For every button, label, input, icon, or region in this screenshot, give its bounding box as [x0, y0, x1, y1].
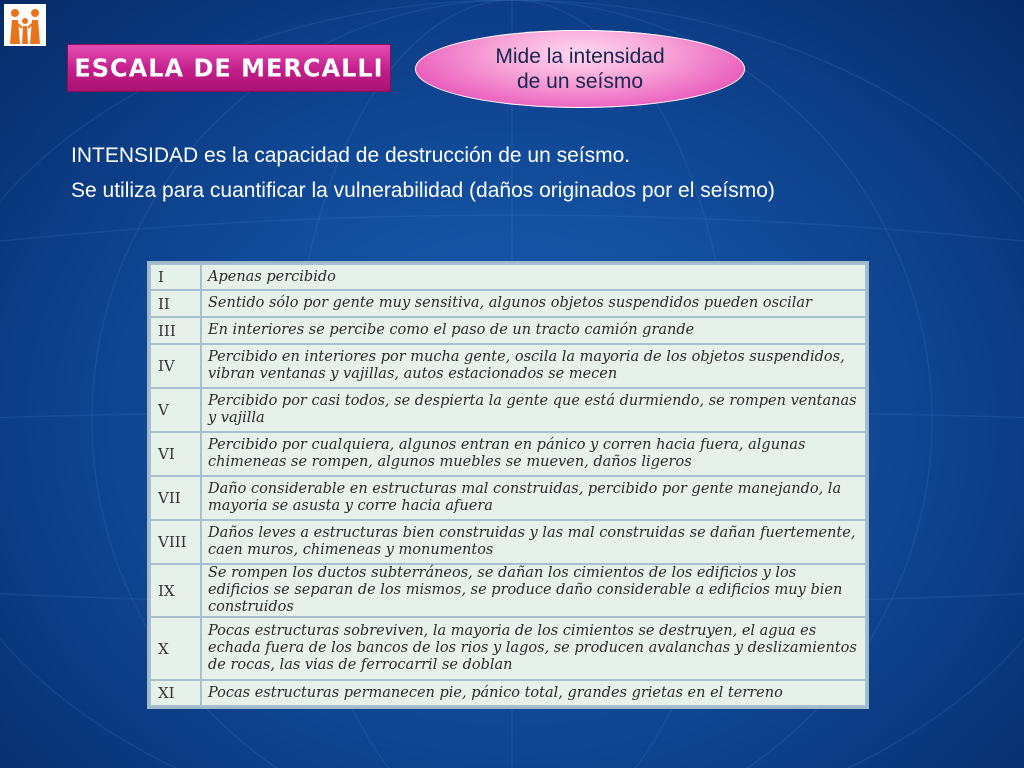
- table-row: [150, 344, 866, 388]
- description-cell: Pocas estructuras permanecen pie, pánico total, grandes grietas en el terreno: [201, 680, 866, 706]
- description-cell: En interiores se percibe como el paso de un tracto camión grande: [201, 317, 866, 344]
- intensity-definition: INTENSIDAD es la capacidad de destrucción de un seísmo.: [71, 144, 631, 167]
- table-row: [150, 290, 866, 317]
- description-cell: Percibido por cualquiera, algunos entran en pánico y corren hacia fuera, algunas chimeneas se rompen, algunos muebles se mueven, daños ligeros: [201, 432, 866, 476]
- degree-cell: VIII: [150, 520, 201, 564]
- description-cell: Percibido por casi todos, se despierta la gente que está durmiendo, se rompen ventanas y vajilla: [201, 388, 866, 432]
- title-banner: [67, 44, 391, 92]
- degree-cell: IV: [150, 344, 201, 388]
- description-cell: Pocas estructuras sobreviven, la mayoria de los cimientos se destruyen, el agua es echada fuera de los bancos de los rios y lagos, se producen avalanchas y deslizamientos de rocas, las vias de ferrocarril se doblan: [201, 617, 866, 680]
- table-row: [150, 476, 866, 520]
- degree-cell: II: [150, 290, 201, 317]
- mercalli-scale-table: [149, 263, 867, 707]
- family-logo-icon: [4, 4, 46, 46]
- callout-line-1: Mide la intensidad: [495, 45, 665, 68]
- callout-line-2: de un seísmo: [516, 70, 644, 93]
- description-cell: Daño considerable en estructuras mal construidas, percibido por gente manejando, la mayoria se asusta y corre hacia afuera: [201, 476, 866, 520]
- degree-cell: V: [150, 388, 201, 432]
- description-cell: Sentido sólo por gente muy sensitiva, algunos objetos suspendidos pueden oscilar: [201, 290, 866, 317]
- page-title: ESCALA DE MERCALLI: [74, 53, 384, 83]
- table-row: [150, 432, 866, 476]
- degree-cell: III: [150, 317, 201, 344]
- degree-cell: VI: [150, 432, 201, 476]
- intensity-callout: [415, 30, 745, 108]
- degree-cell: X: [150, 617, 201, 680]
- description-cell: Se rompen los ductos subterráneos, se dañan los cimientos de los edificios y los edificios se separan de los mismos, se produce daño considerable a edificios muy bien construidos: [201, 564, 866, 617]
- table-row: [150, 388, 866, 432]
- degree-cell: VII: [150, 476, 201, 520]
- table-row: [150, 564, 866, 617]
- table-row: [150, 317, 866, 344]
- intro-text: [71, 144, 1001, 202]
- intensity-usage: Se utiliza para cuantificar la vulnerabilidad (daños originados por el seísmo): [71, 179, 775, 202]
- table-row: [150, 617, 866, 680]
- table-row: [150, 264, 866, 290]
- table-row: [150, 520, 866, 564]
- degree-cell: I: [150, 264, 201, 290]
- description-cell: Daños leves a estructuras bien construidas y las mal construidas se dañan fuertemente, caen muros, chimeneas y monumentos: [201, 520, 866, 564]
- table-row: [150, 680, 866, 706]
- description-cell: Apenas percibido: [201, 264, 866, 290]
- degree-cell: IX: [150, 564, 201, 617]
- degree-cell: XI: [150, 680, 201, 706]
- description-cell: Percibido en interiores por mucha gente, oscila la mayoria de los objetos suspendidos, vibran ventanas y vajillas, autos estacionados se mecen: [201, 344, 866, 388]
